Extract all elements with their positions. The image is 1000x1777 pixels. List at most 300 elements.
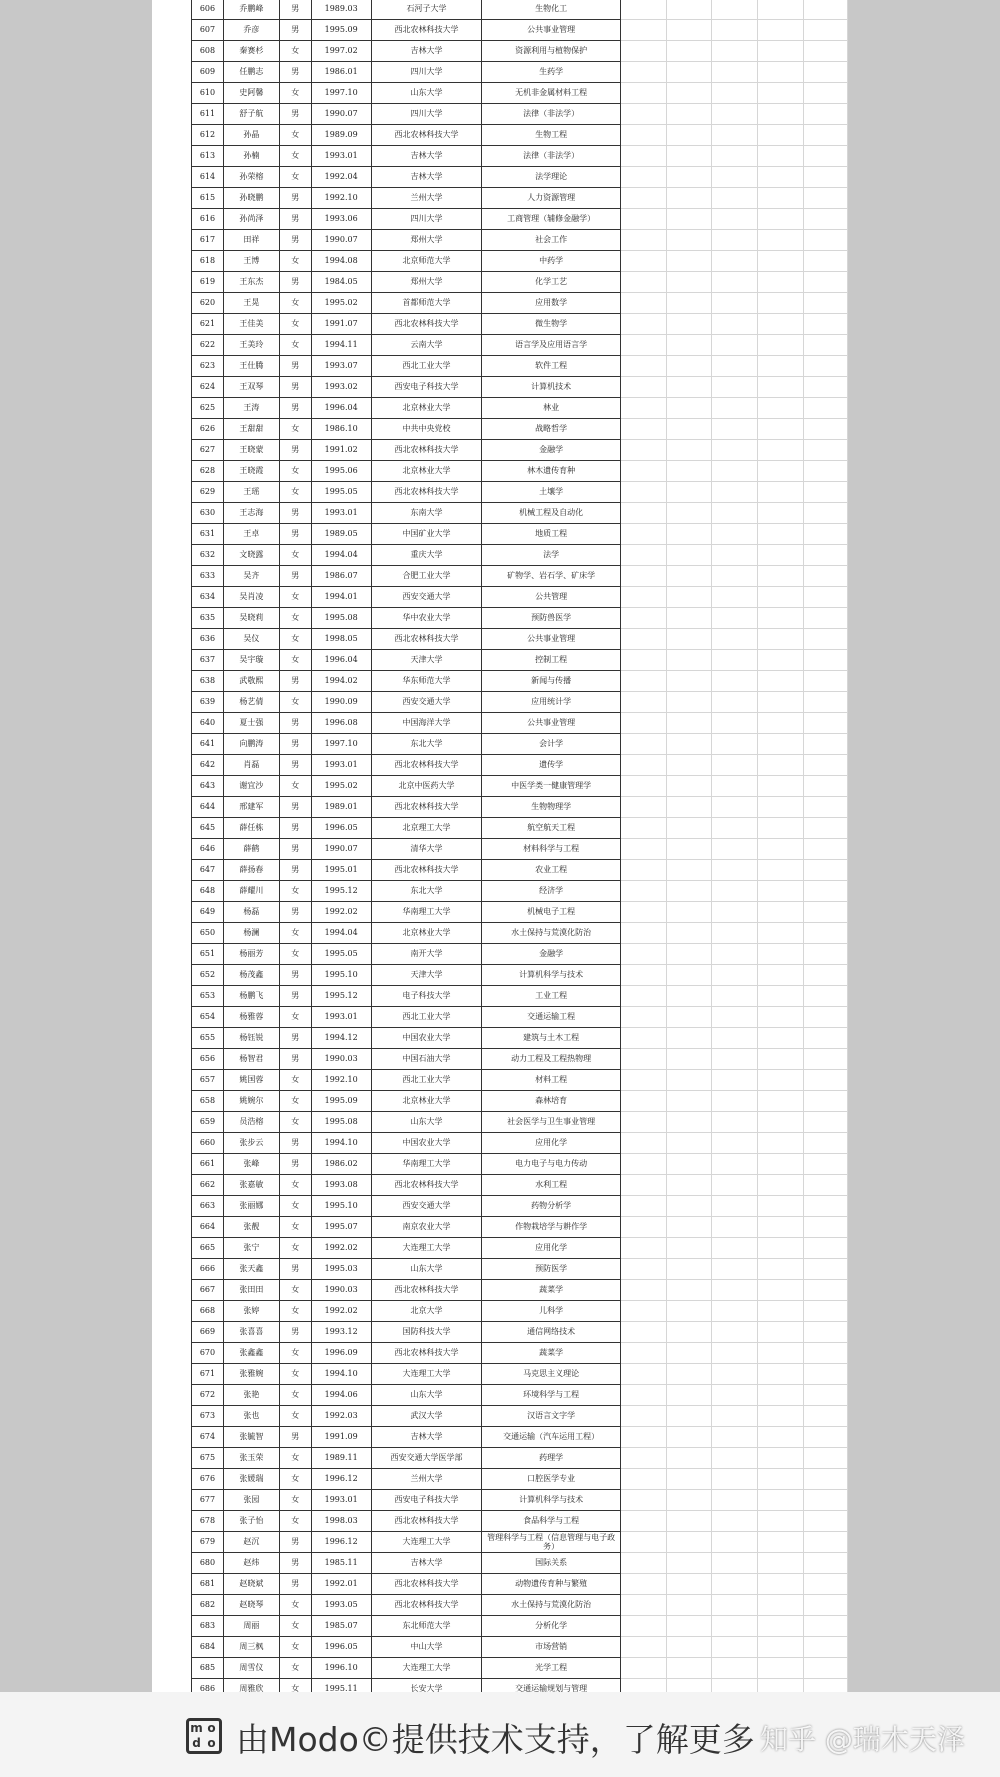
row-number-cell: 610: [192, 82, 224, 103]
table-row: [192, 376, 848, 397]
table-row: [192, 481, 848, 502]
gender-cell: 男: [279, 859, 311, 880]
birth-date-cell: 1990.07: [311, 229, 371, 250]
table-row: [192, 544, 848, 565]
empty-cell: [804, 1027, 848, 1048]
birth-date-cell: 1996.09: [311, 1342, 371, 1363]
empty-cell: [666, 502, 712, 523]
empty-cell: [804, 1594, 848, 1615]
row-number-cell: 634: [192, 586, 224, 607]
gender-cell: 女: [279, 1069, 311, 1090]
table-row: [192, 1027, 848, 1048]
empty-cell: [620, 985, 666, 1006]
empty-cell: [712, 1552, 758, 1573]
empty-cell: [804, 1090, 848, 1111]
gender-cell: 女: [279, 880, 311, 901]
name-cell: 王晓霞: [223, 460, 279, 481]
empty-cell: [620, 1594, 666, 1615]
empty-cell: [758, 1510, 804, 1531]
table-row: [192, 1258, 848, 1279]
major-cell: 建筑与土木工程: [482, 1027, 620, 1048]
row-number-cell: 684: [192, 1636, 224, 1657]
major-cell: 公共管理: [482, 586, 620, 607]
empty-cell: [620, 712, 666, 733]
university-cell: 合肥工业大学: [371, 565, 482, 586]
university-cell: 西北农林科技大学: [371, 481, 482, 502]
gender-cell: 男: [279, 796, 311, 817]
empty-cell: [804, 1447, 848, 1468]
major-cell: 材料工程: [482, 1069, 620, 1090]
birth-date-cell: 1995.02: [311, 775, 371, 796]
empty-cell: [666, 1426, 712, 1447]
table-row: [192, 124, 848, 145]
name-cell: 田祥: [223, 229, 279, 250]
row-number-cell: 658: [192, 1090, 224, 1111]
empty-cell: [620, 670, 666, 691]
empty-cell: [804, 1531, 848, 1552]
birth-date-cell: 1991.07: [311, 313, 371, 334]
table-row: [192, 1384, 848, 1405]
empty-cell: [712, 1531, 758, 1552]
empty-cell: [804, 880, 848, 901]
empty-cell: [620, 838, 666, 859]
empty-cell: [758, 565, 804, 586]
gender-cell: 男: [279, 397, 311, 418]
major-cell: 地质工程: [482, 523, 620, 544]
empty-cell: [758, 922, 804, 943]
university-cell: 武汉大学: [371, 1405, 482, 1426]
birth-date-cell: 1990.07: [311, 838, 371, 859]
empty-cell: [804, 1615, 848, 1636]
empty-cell: [666, 1615, 712, 1636]
empty-cell: [804, 1174, 848, 1195]
empty-cell: [620, 1573, 666, 1594]
university-cell: 四川大学: [371, 103, 482, 124]
table-row: [192, 817, 848, 838]
major-cell: 遗传学: [482, 754, 620, 775]
empty-cell: [758, 187, 804, 208]
row-number-cell: 650: [192, 922, 224, 943]
name-cell: 武敬熙: [223, 670, 279, 691]
empty-cell: [804, 586, 848, 607]
empty-cell: [804, 481, 848, 502]
birth-date-cell: 1994.04: [311, 922, 371, 943]
gender-cell: 男: [279, 1258, 311, 1279]
birth-date-cell: 1992.04: [311, 166, 371, 187]
empty-cell: [758, 544, 804, 565]
university-cell: 兰州大学: [371, 187, 482, 208]
empty-cell: [712, 1405, 758, 1426]
empty-cell: [804, 1510, 848, 1531]
major-cell: 食品科学与工程: [482, 1510, 620, 1531]
empty-cell: [804, 1342, 848, 1363]
logo-letter: o: [207, 1736, 216, 1750]
row-number-cell: 649: [192, 901, 224, 922]
empty-cell: [804, 103, 848, 124]
empty-cell: [758, 1132, 804, 1153]
name-cell: 薛鹤: [223, 838, 279, 859]
birth-date-cell: 1996.12: [311, 1468, 371, 1489]
empty-cell: [712, 82, 758, 103]
empty-cell: [804, 334, 848, 355]
birth-date-cell: 1993.08: [311, 1174, 371, 1195]
row-number-cell: 640: [192, 712, 224, 733]
empty-cell: [620, 901, 666, 922]
name-cell: 秦赛杉: [223, 40, 279, 61]
empty-cell: [758, 271, 804, 292]
birth-date-cell: 1993.12: [311, 1321, 371, 1342]
empty-cell: [804, 1678, 848, 1692]
university-cell: 西安电子科技大学: [371, 1489, 482, 1510]
gender-cell: 女: [279, 250, 311, 271]
empty-cell: [804, 1111, 848, 1132]
empty-cell: [666, 901, 712, 922]
university-cell: 西安电子科技大学: [371, 376, 482, 397]
empty-cell: [620, 1258, 666, 1279]
row-number-cell: 636: [192, 628, 224, 649]
major-cell: 应用数学: [482, 292, 620, 313]
name-cell: 孙晓鹏: [223, 187, 279, 208]
major-cell: 工业工程: [482, 985, 620, 1006]
birth-date-cell: 1991.02: [311, 439, 371, 460]
row-number-cell: 633: [192, 565, 224, 586]
row-number-cell: 622: [192, 334, 224, 355]
university-cell: 南京农业大学: [371, 1216, 482, 1237]
empty-cell: [620, 1552, 666, 1573]
major-cell: 水利工程: [482, 1174, 620, 1195]
empty-cell: [712, 1258, 758, 1279]
name-cell: 孙楠: [223, 145, 279, 166]
empty-cell: [758, 313, 804, 334]
empty-cell: [666, 19, 712, 40]
university-cell: 山东大学: [371, 1384, 482, 1405]
empty-cell: [712, 544, 758, 565]
empty-cell: [620, 754, 666, 775]
table-row: [192, 985, 848, 1006]
gender-cell: 女: [279, 1447, 311, 1468]
empty-cell: [758, 1552, 804, 1573]
row-number-cell: 653: [192, 985, 224, 1006]
table-row: [192, 187, 848, 208]
name-cell: 吴肖凌: [223, 586, 279, 607]
row-number-cell: 608: [192, 40, 224, 61]
empty-cell: [620, 229, 666, 250]
empty-cell: [712, 1216, 758, 1237]
table-row: [192, 859, 848, 880]
birth-date-cell: 1994.08: [311, 250, 371, 271]
table-row: [192, 1678, 848, 1692]
row-number-cell: 637: [192, 649, 224, 670]
gender-cell: 女: [279, 145, 311, 166]
birth-date-cell: 1996.05: [311, 1636, 371, 1657]
name-cell: 王志海: [223, 502, 279, 523]
empty-cell: [804, 1636, 848, 1657]
empty-cell: [804, 1489, 848, 1510]
birth-date-cell: 1986.10: [311, 418, 371, 439]
row-number-cell: 642: [192, 754, 224, 775]
table-row: [192, 1594, 848, 1615]
empty-cell: [804, 1300, 848, 1321]
name-cell: 张宁: [223, 1237, 279, 1258]
birth-date-cell: 1984.05: [311, 271, 371, 292]
row-number-cell: 611: [192, 103, 224, 124]
row-number-cell: 648: [192, 880, 224, 901]
major-cell: 动物遗传育种与繁殖: [482, 1573, 620, 1594]
university-cell: 西北农林科技大学: [371, 19, 482, 40]
empty-cell: [804, 1363, 848, 1384]
major-cell: 生物工程: [482, 124, 620, 145]
gender-cell: 女: [279, 166, 311, 187]
table-row: [192, 1048, 848, 1069]
table-row: [192, 733, 848, 754]
empty-cell: [666, 586, 712, 607]
applicant-table: [191, 0, 848, 1692]
birth-date-cell: 1993.01: [311, 145, 371, 166]
table-row: [192, 502, 848, 523]
birth-date-cell: 1990.03: [311, 1048, 371, 1069]
empty-cell: [620, 1342, 666, 1363]
university-cell: 西北农林科技大学: [371, 1342, 482, 1363]
empty-cell: [804, 1426, 848, 1447]
gender-cell: 女: [279, 1678, 311, 1692]
name-cell: 赵晓琴: [223, 1594, 279, 1615]
university-cell: 大连理工大学: [371, 1657, 482, 1678]
empty-cell: [666, 397, 712, 418]
row-number-cell: 632: [192, 544, 224, 565]
major-cell: 软件工程: [482, 355, 620, 376]
empty-cell: [712, 103, 758, 124]
empty-cell: [712, 1300, 758, 1321]
empty-cell: [712, 1090, 758, 1111]
empty-cell: [758, 355, 804, 376]
row-number-cell: 619: [192, 271, 224, 292]
gender-cell: 女: [279, 607, 311, 628]
empty-cell: [666, 0, 712, 19]
university-cell: 西安交通大学: [371, 1195, 482, 1216]
table-row: [192, 775, 848, 796]
gender-cell: 女: [279, 1237, 311, 1258]
empty-cell: [804, 1006, 848, 1027]
empty-cell: [804, 985, 848, 1006]
table-row: [192, 145, 848, 166]
table-row: [192, 1132, 848, 1153]
empty-cell: [758, 502, 804, 523]
row-number-cell: 667: [192, 1279, 224, 1300]
name-cell: 薛耀川: [223, 880, 279, 901]
name-cell: 肖磊: [223, 754, 279, 775]
empty-cell: [712, 754, 758, 775]
empty-cell: [666, 1069, 712, 1090]
empty-cell: [712, 355, 758, 376]
empty-cell: [666, 187, 712, 208]
empty-cell: [620, 250, 666, 271]
gender-cell: 男: [279, 817, 311, 838]
empty-cell: [804, 145, 848, 166]
major-cell: 社会医学与卫生事业管理: [482, 1111, 620, 1132]
university-cell: 中山大学: [371, 1636, 482, 1657]
empty-cell: [620, 1006, 666, 1027]
birth-date-cell: 1995.08: [311, 607, 371, 628]
row-number-cell: 620: [192, 292, 224, 313]
empty-cell: [620, 61, 666, 82]
name-cell: 王卓: [223, 523, 279, 544]
row-number-cell: 612: [192, 124, 224, 145]
name-cell: 张毓智: [223, 1426, 279, 1447]
empty-cell: [666, 523, 712, 544]
birth-date-cell: 1985.07: [311, 1615, 371, 1636]
empty-cell: [712, 859, 758, 880]
name-cell: 张步云: [223, 1132, 279, 1153]
university-cell: 吉林大学: [371, 166, 482, 187]
row-number-cell: 679: [192, 1531, 224, 1552]
table-row: [192, 1174, 848, 1195]
empty-cell: [712, 1468, 758, 1489]
gender-cell: 女: [279, 1279, 311, 1300]
empty-cell: [712, 19, 758, 40]
university-cell: 东北大学: [371, 880, 482, 901]
birth-date-cell: 1989.11: [311, 1447, 371, 1468]
empty-cell: [712, 1048, 758, 1069]
empty-cell: [666, 334, 712, 355]
empty-cell: [758, 376, 804, 397]
gender-cell: 男: [279, 1132, 311, 1153]
row-number-cell: 621: [192, 313, 224, 334]
gender-cell: 女: [279, 481, 311, 502]
empty-cell: [712, 691, 758, 712]
table-row: [192, 313, 848, 334]
empty-cell: [620, 1069, 666, 1090]
row-number-cell: 668: [192, 1300, 224, 1321]
gender-cell: 男: [279, 271, 311, 292]
row-number-cell: 641: [192, 733, 224, 754]
university-cell: 清华大学: [371, 838, 482, 859]
row-number-cell: 639: [192, 691, 224, 712]
gender-cell: 女: [279, 943, 311, 964]
empty-cell: [666, 40, 712, 61]
gender-cell: 女: [279, 628, 311, 649]
table-row: [192, 1006, 848, 1027]
university-cell: 西北农林科技大学: [371, 124, 482, 145]
gender-cell: 女: [279, 1405, 311, 1426]
birth-date-cell: 1995.10: [311, 964, 371, 985]
table-row: [192, 271, 848, 292]
empty-cell: [666, 985, 712, 1006]
name-cell: 史阿馨: [223, 82, 279, 103]
empty-cell: [804, 523, 848, 544]
empty-cell: [804, 607, 848, 628]
empty-cell: [758, 229, 804, 250]
gender-cell: 男: [279, 0, 311, 19]
empty-cell: [666, 1594, 712, 1615]
university-cell: 西北农林科技大学: [371, 439, 482, 460]
name-cell: 杨澜: [223, 922, 279, 943]
empty-cell: [620, 1384, 666, 1405]
empty-cell: [758, 439, 804, 460]
empty-cell: [712, 271, 758, 292]
table-row: [192, 229, 848, 250]
gender-cell: 男: [279, 565, 311, 586]
name-cell: 王博: [223, 250, 279, 271]
empty-cell: [804, 229, 848, 250]
birth-date-cell: 1986.02: [311, 1153, 371, 1174]
empty-cell: [620, 1174, 666, 1195]
empty-cell: [804, 166, 848, 187]
row-number-cell: 609: [192, 61, 224, 82]
empty-cell: [758, 1384, 804, 1405]
birth-date-cell: 1993.05: [311, 1594, 371, 1615]
gender-cell: 男: [279, 376, 311, 397]
empty-cell: [804, 460, 848, 481]
empty-cell: [758, 817, 804, 838]
empty-cell: [758, 586, 804, 607]
empty-cell: [804, 628, 848, 649]
empty-cell: [804, 712, 848, 733]
university-cell: 中国农业大学: [371, 1132, 482, 1153]
empty-cell: [620, 544, 666, 565]
major-cell: 语言学及应用语言学: [482, 334, 620, 355]
empty-cell: [804, 0, 848, 19]
empty-cell: [712, 1657, 758, 1678]
empty-cell: [758, 775, 804, 796]
gender-cell: 女: [279, 1174, 311, 1195]
gender-cell: 女: [279, 418, 311, 439]
gender-cell: 男: [279, 838, 311, 859]
empty-cell: [804, 40, 848, 61]
empty-cell: [620, 82, 666, 103]
empty-cell: [804, 565, 848, 586]
row-number-cell: 652: [192, 964, 224, 985]
empty-cell: [620, 1300, 666, 1321]
name-cell: 舒子航: [223, 103, 279, 124]
empty-cell: [666, 880, 712, 901]
row-number-cell: 671: [192, 1363, 224, 1384]
empty-cell: [804, 271, 848, 292]
table-row: [192, 1321, 848, 1342]
empty-cell: [666, 1321, 712, 1342]
empty-cell: [666, 1489, 712, 1510]
empty-cell: [666, 1384, 712, 1405]
spreadsheet-page: [152, 0, 848, 1692]
table-row: [192, 1573, 848, 1594]
footer-text[interactable]: 由Modo©提供技术支持，了解更多: [236, 1720, 755, 1759]
university-cell: 东南大学: [371, 502, 482, 523]
name-cell: 张雅婉: [223, 1363, 279, 1384]
birth-date-cell: 1994.01: [311, 586, 371, 607]
empty-cell: [712, 1363, 758, 1384]
major-cell: 口腔医学专业: [482, 1468, 620, 1489]
table-row: [192, 166, 848, 187]
empty-cell: [758, 943, 804, 964]
row-number-cell: 645: [192, 817, 224, 838]
major-cell: 分析化学: [482, 1615, 620, 1636]
university-cell: 大连理工大学: [371, 1363, 482, 1384]
name-cell: 张田田: [223, 1279, 279, 1300]
empty-cell: [804, 1468, 848, 1489]
row-number-cell: 681: [192, 1573, 224, 1594]
gender-cell: 男: [279, 1048, 311, 1069]
empty-cell: [804, 859, 848, 880]
major-cell: 中药学: [482, 250, 620, 271]
row-number-cell: 618: [192, 250, 224, 271]
university-cell: 吉林大学: [371, 1552, 482, 1573]
table-row: [192, 103, 848, 124]
empty-cell: [712, 1321, 758, 1342]
empty-cell: [804, 1132, 848, 1153]
table-row: [192, 565, 848, 586]
footer-banner[interactable]: [0, 1692, 1000, 1777]
table-row: [192, 754, 848, 775]
row-number-cell: 635: [192, 607, 224, 628]
